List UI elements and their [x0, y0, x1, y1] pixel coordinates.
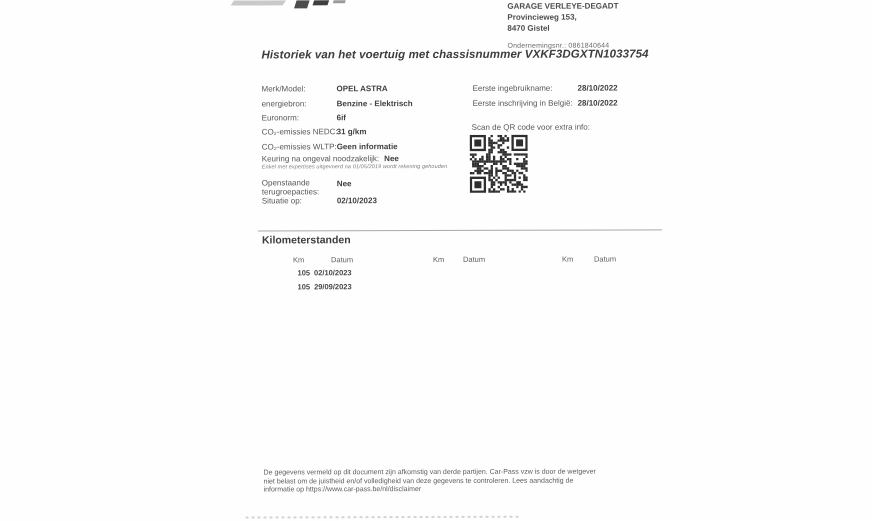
spec-label: CO₂-emissies WLTP:	[261, 142, 337, 152]
spec-label: Merk/Model:	[261, 84, 306, 94]
carpass-logo-fragment-icon	[294, 0, 310, 8]
spec-label: Eerste inschrijving in België:	[472, 98, 573, 108]
qr-caption: Scan de QR code voor extra info:	[471, 122, 590, 132]
keuring-label: Keuring na ongeval noodzakelijk:	[261, 154, 380, 164]
spec-row-euronorm	[262, 113, 346, 122]
qr-code	[470, 135, 528, 193]
keuring-note: Enkel met expertises uitgevoerd na 01/05/2019 wordt rekening gehouden	[261, 163, 448, 171]
keuring-value: Nee	[384, 154, 399, 164]
recalls-label-line1: Openstaande	[261, 178, 310, 188]
odometer-date-value: 29/09/2023	[314, 282, 352, 292]
column-header-km: Km	[432, 254, 445, 265]
odometer-km-value: 105	[297, 268, 311, 278]
garage-street: Provincieweg 153,	[507, 12, 577, 22]
spec-value: Geen informatie	[336, 142, 398, 152]
column-header-datum: Datum	[593, 254, 617, 264]
spec-label: energiebron:	[261, 99, 307, 109]
recalls-label-line2: terugroepacties:	[261, 186, 320, 196]
section-divider	[258, 229, 662, 231]
company-number: Ondernemingsnr.: 0861840644	[507, 42, 610, 50]
garage-name: GARAGE VERLEYE-DEGADT	[507, 1, 619, 11]
carpass-logo-fragment-icon	[313, 0, 330, 5]
spec-row-merk-model	[262, 84, 388, 93]
spec-label: CO₂-emissies NEDC:	[261, 127, 338, 137]
garage-address-block	[507, 1, 618, 52]
recalls-value: Nee	[336, 179, 352, 189]
column-header-km: Km	[292, 255, 305, 265]
document-title: Historiek van het voertuig met chassisnummer VXKF3DGXTN1033754	[261, 48, 649, 62]
odometer-section-title: Kilometerstanden	[261, 234, 351, 247]
garage-city: 8470 Gistel	[507, 23, 550, 33]
recalls-label	[262, 179, 319, 196]
spec-value: 28/10/2022	[577, 98, 618, 108]
odometer-date-value: 02/10/2023	[314, 268, 352, 278]
carpass-logo-fragment-icon	[231, 0, 286, 5]
column-header-km: Km	[561, 254, 574, 264]
page-bottom-edge	[246, 516, 522, 519]
spec-value: 6if	[336, 113, 346, 123]
disclaimer-text: De gegevens vermeld op dit document zijn afkomstig van derde partijen. Car-Pass vzw is door de wetgever niet belast om de juistheid en/of volledigheid van deze gegevens te controleren. Lees aandachtig de informatie op https://www.car-pass.be/nl/disclaimer	[263, 468, 596, 494]
spec-row-energiebron	[262, 99, 413, 108]
spec-row-co2-nedc	[262, 127, 367, 136]
keuring-row	[262, 154, 399, 163]
spec-value: Benzine - Elektrisch	[336, 99, 413, 109]
spec-label: Eerste ingebruikname:	[472, 83, 553, 93]
spec-value: OPEL ASTRA	[336, 84, 388, 94]
spec-row-eerste-ingebruikname	[473, 84, 618, 93]
column-header-datum: Datum	[330, 255, 354, 265]
spec-label: Euronorm:	[261, 113, 299, 123]
spec-value: 28/10/2022	[577, 83, 618, 93]
situation-value: 02/10/2023	[336, 196, 377, 206]
spec-value: 31 g/km	[336, 127, 367, 137]
odometer-km-value: 105	[297, 282, 311, 292]
spec-row-eerste-inschrijving	[473, 99, 618, 108]
situation-label: Situatie op:	[261, 196, 302, 206]
column-header-datum: Datum	[462, 254, 486, 264]
spec-row-co2-wltp	[262, 142, 398, 151]
carpass-logo-fragment-icon	[333, 0, 346, 3]
